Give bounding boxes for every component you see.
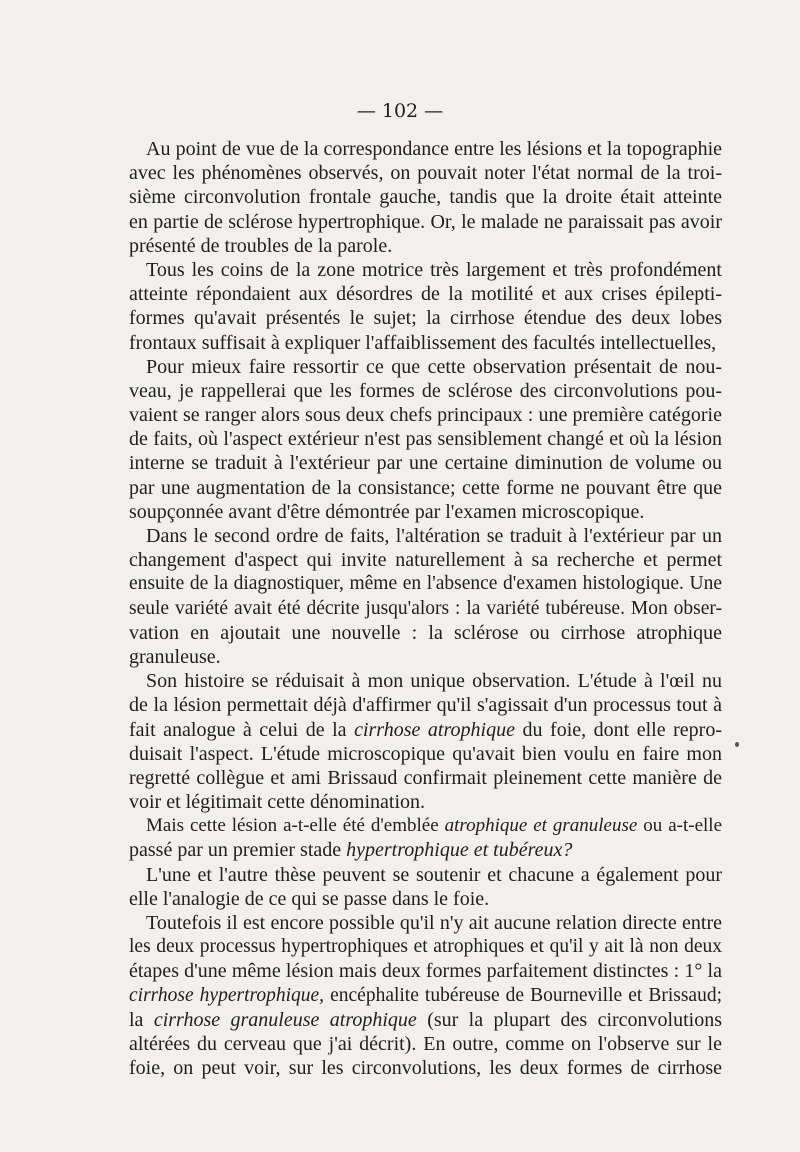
text-run: granuleuse. xyxy=(129,645,221,668)
text-line xyxy=(129,935,722,959)
italic-text: hypertrophique et tubéreux? xyxy=(346,839,573,862)
text-line xyxy=(129,814,722,838)
italic-text: atrophique et granuleuse xyxy=(444,815,638,837)
text-run: en partie de sclérose hypertrophique. Or, le malade ne paraissait pas avoir xyxy=(129,210,722,233)
text-line xyxy=(129,234,722,258)
text-line xyxy=(129,500,722,524)
text-run: ou a-t-elle xyxy=(637,815,722,837)
body-text xyxy=(129,137,722,1080)
text-run: Tous les coins de la zone motrice très largement et très profondément xyxy=(146,258,722,281)
text-run: de faits, où l'aspect extérieur n'est pas sensiblement changé et où la lésion xyxy=(129,428,722,451)
text-line xyxy=(129,1008,722,1032)
text-line xyxy=(129,790,722,814)
text-run: elle l'analogie de ce qui se passe dans le foie. xyxy=(129,887,490,910)
text-line xyxy=(129,379,722,403)
text-run: duisait l'aspect. L'étude microscopique qu'avait bien voulu en faire mon xyxy=(129,742,722,765)
text-run: regretté collègue et ami Brissaud confirmait pleinement cette manière de xyxy=(129,766,722,789)
text-run: vation en ajoutait une nouvelle : la sclérose ou cirrhose atrophique xyxy=(129,621,722,644)
text-line xyxy=(129,137,722,161)
text-line xyxy=(129,1056,722,1080)
ink-speck xyxy=(735,742,739,747)
text-line xyxy=(129,911,722,935)
text-line xyxy=(129,185,722,209)
text-line xyxy=(129,210,722,234)
text-line xyxy=(129,355,722,379)
text-run: présenté de troubles de la parole. xyxy=(129,234,393,257)
text-run: voir et légitimait cette dénomination. xyxy=(129,791,426,814)
text-line xyxy=(129,331,722,355)
text-line xyxy=(129,476,722,500)
text-line xyxy=(129,597,722,621)
text-run: Mais cette lésion a-t-elle été d'emblée xyxy=(146,815,445,837)
text-run: L'une et l'autre thèse peuvent se soutenir et chacune a également pour xyxy=(146,863,722,886)
text-line xyxy=(129,427,722,451)
text-run: Au point de vue de la correspondance entre les lésions et la topographie xyxy=(146,138,722,160)
text-run: fait analogue à celui de la xyxy=(129,718,355,741)
text-run: passé par un premier stade xyxy=(129,839,347,862)
text-line xyxy=(129,669,722,693)
text-line xyxy=(129,161,722,185)
text-line xyxy=(129,282,722,306)
text-line xyxy=(129,403,722,427)
text-run: par une augmentation de la consistance; cette forme ne pouvant être que xyxy=(129,476,722,499)
text-line xyxy=(129,548,722,572)
text-run: la xyxy=(129,1008,154,1031)
text-line xyxy=(129,984,722,1008)
text-line xyxy=(129,572,722,596)
text-line xyxy=(129,451,722,475)
text-run: Dans le second ordre de faits, l'altération se traduit à l'extérieur par un xyxy=(146,525,722,547)
text-run: changement d'aspect qui invite naturellement à sa recherche et permet xyxy=(129,549,722,572)
text-run: Son histoire se réduisait à mon unique observation. L'étude à l'œil nu xyxy=(146,670,722,693)
text-run: (sur la plupart des circonvolutions xyxy=(416,1008,722,1031)
text-run: soupçonnée avant d'être démontrée par l'examen microscopique. xyxy=(129,500,645,523)
text-line xyxy=(129,766,722,790)
text-run: Pour mieux faire ressortir ce que cette observation présentait de nou- xyxy=(146,355,722,378)
text-run: étapes d'une même lésion mais deux formes parfaitement distinctes : 1° la xyxy=(129,960,722,983)
text-line xyxy=(129,621,722,645)
text-run: sième circonvolution frontale gauche, tandis que la droite était atteinte xyxy=(129,186,722,209)
text-run: foie, on peut voir, sur les circonvolutions, les deux formes de cirrhose xyxy=(129,1057,722,1080)
page-number: — 102 — xyxy=(356,100,444,122)
text-line xyxy=(129,524,722,548)
italic-text: cirrhose hypertrophique, xyxy=(129,984,325,1006)
text-run: ensuite de la diagnostiquer, même en l'absence d'examen histologique. Une xyxy=(129,573,722,595)
text-run: frontaux suffisait à expliquer l'affaiblissement des facultés intellectuelles, xyxy=(129,331,717,354)
text-line xyxy=(129,959,722,983)
text-line xyxy=(129,645,722,669)
text-run: avec les phénomènes observés, on pouvait noter l'état normal de la troi- xyxy=(129,162,722,185)
text-run: encéphalite tubéreuse de Bourneville et Brissaud; xyxy=(324,984,722,1006)
text-run: formes qu'avait présentés le sujet; la cirrhose étendue des deux lobes xyxy=(129,307,722,330)
text-line xyxy=(129,863,722,887)
text-line xyxy=(129,258,722,282)
text-line xyxy=(129,693,722,717)
text-run: seule variété avait été décrite jusqu'alors : la variété tubéreuse. Mon obser- xyxy=(129,597,722,619)
text-run: du foie, dont elle repro- xyxy=(514,718,722,741)
text-run: Toutefois il est encore possible qu'il n'y ait aucune relation directe entre xyxy=(146,912,722,934)
text-line xyxy=(129,306,722,330)
text-line xyxy=(129,718,722,742)
text-line xyxy=(129,1032,722,1056)
text-run: veau, je rappellerai que les formes de sclérose des circonvolutions pou- xyxy=(129,379,722,402)
italic-text: cirrhose atrophique xyxy=(354,718,515,741)
text-run: de la lésion permettait déjà d'affirmer qu'il s'agissait d'un processus tout à xyxy=(129,694,722,717)
text-run: interne se traduit à l'extérieur par une certaine diminution de volume ou xyxy=(129,452,722,475)
text-line xyxy=(129,887,722,911)
text-line xyxy=(129,838,722,862)
text-run: les deux processus hypertrophiques et atrophiques et qu'il y ait là non deux xyxy=(129,936,722,958)
text-run: vaient se ranger alors sous deux chefs principaux : une première catégorie xyxy=(129,404,722,427)
italic-text: cirrhose granuleuse atrophique xyxy=(153,1008,417,1031)
text-run: altérées du cerveau que j'ai décrit). En outre, comme on l'observe sur le xyxy=(129,1032,722,1055)
text-run: atteinte répondaient aux désordres de la motilité et aux crises épilepti- xyxy=(129,283,722,306)
text-line xyxy=(129,742,722,766)
